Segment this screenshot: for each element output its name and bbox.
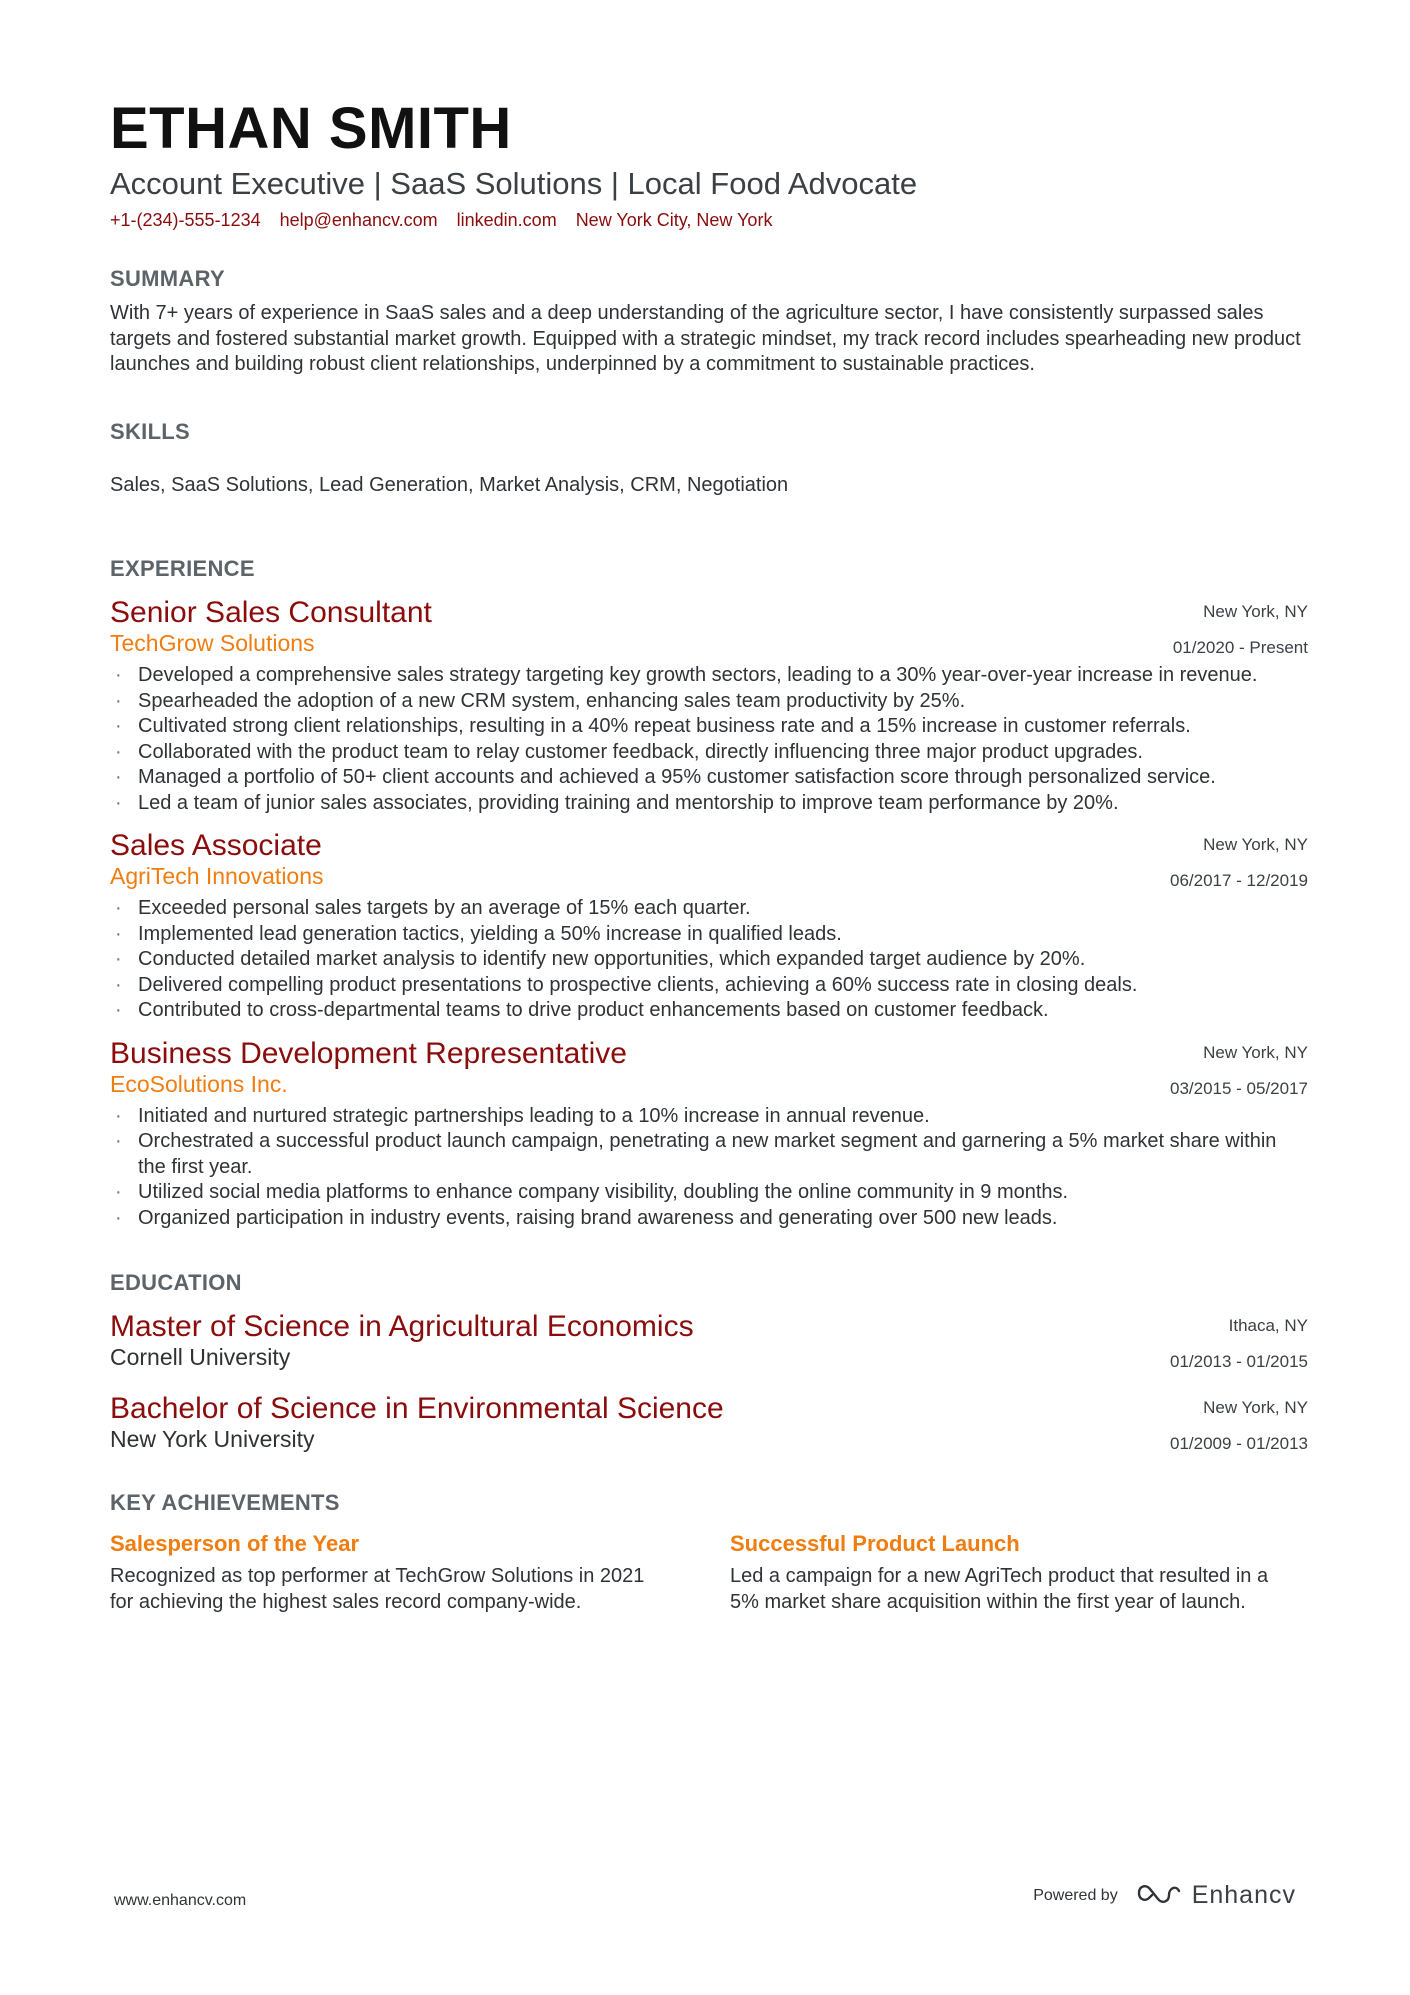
bullet-item: · Delivered compelling product presentations to prospective clients, achieving a 60% success rate in closing deals. — [110, 973, 1308, 999]
school-location: New York, NY — [1203, 1398, 1308, 1417]
achievement-item — [110, 1530, 656, 1615]
education-section — [110, 1269, 1308, 1453]
enhancv-logo-icon — [1136, 1880, 1182, 1911]
bullet-item: · Utilized social media platforms to enhance company visibility, doubling the online community in 9 months. — [110, 1180, 1308, 1206]
job-dates: 06/2017 - 12/2019 — [1169, 871, 1308, 890]
job-title: Sales Associate — [110, 829, 322, 862]
brand-link[interactable] — [1136, 1880, 1296, 1911]
bullet-item: · Organized participation in industry events, raising brand awareness and generating over 500 new leads. — [110, 1206, 1308, 1232]
bullet-item: · Spearheaded the adoption of a new CRM system, enhancing sales team productivity by 25%. — [110, 689, 1308, 715]
achievement-item — [730, 1530, 1276, 1615]
section-title-summary: SUMMARY — [110, 266, 225, 291]
bullet-item: · Led a team of junior sales associates, providing training and mentorship to improve team performance by 20%. — [110, 791, 1308, 817]
summary-section — [110, 265, 1308, 378]
summary-text: With 7+ years of experience in SaaS sales and a deep understanding of the agriculture sector, I have consistently surpassed sales targets and fostered substantial market growth. Equipped with a strategic mindset, my track record includes spearheading new product launches and building robust client relationships, underpinned by a commitment to sustainable practices. — [110, 302, 1301, 375]
bullet-item: · Managed a portfolio of 50+ client accounts and achieved a 95% customer satisfaction score through personalized service. — [110, 765, 1308, 791]
bullet-item: · Implemented lead generation tactics, yielding a 50% increase in qualified leads. — [110, 922, 1308, 948]
bullet-item: · Initiated and nurtured strategic partnerships leading to a 10% increase in annual revenue. — [110, 1104, 1308, 1130]
job-bullets — [110, 663, 1308, 816]
section-title-education: EDUCATION — [110, 1270, 242, 1295]
education-entry — [110, 1309, 1308, 1371]
achievement-text: Recognized as top performer at TechGrow Solutions in 2021 for achieving the highest sales record company-wide. — [110, 1565, 645, 1613]
school-dates: 01/2009 - 01/2013 — [1169, 1434, 1308, 1453]
contact-row — [110, 208, 1308, 232]
school-dates: 01/2013 - 01/2015 — [1169, 1352, 1308, 1371]
experience-entry — [110, 828, 1308, 1024]
company-name: AgriTech Innovations — [110, 863, 324, 889]
job-dates: 03/2015 - 05/2017 — [1169, 1078, 1308, 1098]
achievement-text: Led a campaign for a new AgriTech product that resulted in a 5% market share acquisition within the first year of launch. — [730, 1565, 1269, 1613]
experience-section — [110, 555, 1308, 1231]
job-bullets — [110, 896, 1308, 1024]
contact-linkedin[interactable]: linkedin.com — [456, 210, 557, 230]
candidate-name: ETHAN SMITH — [110, 96, 512, 161]
school-location: Ithaca, NY — [1228, 1316, 1308, 1335]
education-entry — [110, 1391, 1308, 1453]
achievement-title: Salesperson of the Year — [110, 1531, 360, 1556]
resume-header — [110, 96, 1308, 232]
job-location: New York, NY — [1203, 835, 1308, 854]
company-name: TechGrow Solutions — [110, 630, 315, 656]
degree-title: Bachelor of Science in Environmental Science — [110, 1392, 724, 1425]
candidate-headline: Account Executive | SaaS Solutions | Local Food Advocate — [110, 166, 918, 201]
contact-phone[interactable]: +1-(234)-555-1234 — [110, 210, 261, 230]
bullet-item: · Orchestrated a successful product launch campaign, penetrating a new market segment and garnering a 5% market share within the first year. — [110, 1129, 1308, 1180]
bullet-item: · Contributed to cross-departmental teams to drive product enhancements based on customer feedback. — [110, 998, 1308, 1024]
powered-by-label: Powered by — [1033, 1886, 1118, 1904]
job-title: Senior Sales Consultant — [110, 596, 432, 629]
company-name: EcoSolutions Inc. — [110, 1070, 288, 1097]
section-title-achievements: KEY ACHIEVEMENTS — [110, 1490, 340, 1515]
bullet-item: · Developed a comprehensive sales strategy targeting key growth sectors, leading to a 30% year-over-year increase in revenue. — [110, 663, 1308, 689]
skills-text: Sales, SaaS Solutions, Lead Generation, Market Analysis, CRM, Negotiation — [110, 473, 789, 496]
job-bullets — [110, 1104, 1308, 1232]
degree-title: Master of Science in Agricultural Economics — [110, 1310, 694, 1343]
bullet-item: · Collaborated with the product team to relay customer feedback, directly influencing three major product upgrades. — [110, 740, 1308, 766]
achievements-section — [110, 1489, 1308, 1615]
resume-content — [110, 96, 1308, 1615]
bullet-item: · Conducted detailed market analysis to identify new opportunities, which expanded target audience by 20%. — [110, 947, 1308, 973]
job-title: Business Development Representative — [110, 1036, 627, 1070]
job-location: New York, NY — [1203, 1042, 1308, 1062]
achievements-grid — [110, 1530, 1308, 1615]
footer-branding — [1033, 1880, 1296, 1911]
footer-website[interactable]: www.enhancv.com — [114, 1892, 247, 1909]
brand-name: Enhancv — [1191, 1881, 1296, 1909]
bullet-item: · Cultivated strong client relationships, resulting in a 40% repeat business rate and a 15% increase in customer referrals. — [110, 714, 1308, 740]
experience-entry — [110, 595, 1308, 816]
section-title-skills: SKILLS — [110, 418, 191, 444]
section-title-experience: EXPERIENCE — [110, 556, 255, 581]
skills-section — [110, 418, 1308, 499]
job-location: New York, NY — [1203, 602, 1308, 621]
experience-entry — [110, 1036, 1308, 1232]
contact-location: New York City, New York — [575, 210, 773, 230]
job-dates: 01/2020 - Present — [1172, 638, 1308, 657]
school-name: New York University — [110, 1426, 315, 1452]
contact-email[interactable]: help@enhancv.com — [279, 210, 438, 230]
achievement-title: Successful Product Launch — [730, 1531, 1020, 1556]
bullet-item: · Exceeded personal sales targets by an average of 15% each quarter. — [110, 896, 1308, 922]
school-name: Cornell University — [110, 1344, 291, 1370]
